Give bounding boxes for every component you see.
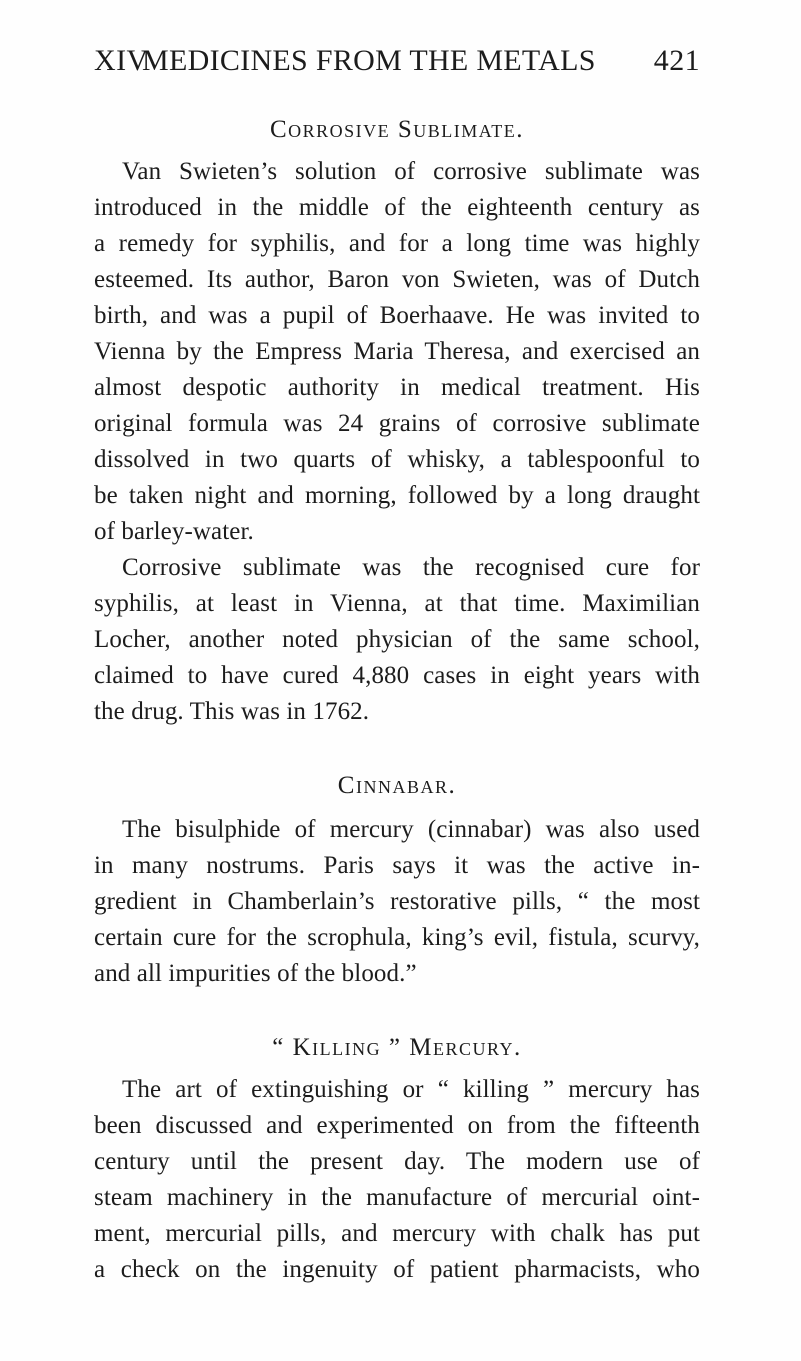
text-line: original formula was 24 grains of corrosive sublimate [94, 410, 700, 437]
text-line: Locher, another noted physician of the same school, [94, 626, 700, 653]
text-line: century until the present day. The modern use of [94, 1148, 700, 1175]
running-head [94, 44, 700, 92]
text-line: a check on the ingenuity of patient pharmacists, who [94, 1256, 700, 1283]
running-title: MEDICINES FROM THE METALS [142, 44, 596, 77]
section-heading-cinnabar: Cinnabar. [337, 772, 457, 799]
text-line: in many nostrums. Paris says it was the active in- [94, 852, 700, 879]
text-line: The art of extinguishing or “ killing ” mercury has [122, 1076, 700, 1103]
text-line: of barley-water. [94, 518, 254, 545]
chapter-number: XIV [94, 44, 149, 77]
text-line: introduced in the middle of the eighteenth century as [94, 194, 700, 221]
text-line: dissolved in two quarts of whisky, a tablespoonful to [94, 446, 700, 473]
text-line: Vienna by the Empress Maria Theresa, and exercised an [94, 338, 700, 365]
text-line: Corrosive sublimate was the recognised cure for [122, 554, 700, 581]
text-line: ment, mercurial pills, and mercury with chalk has put [94, 1220, 700, 1247]
text-line: claimed to have cured 4,880 cases in eight years with [94, 662, 700, 689]
text-line: syphilis, at least in Vienna, at that time. Maximilian [94, 590, 700, 617]
text-line: been discussed and experimented on from the fifteenth [94, 1112, 700, 1139]
text-line: esteemed. Its author, Baron von Swieten, was of Dutch [94, 266, 700, 293]
text-line: and all impurities of the blood.” [94, 960, 417, 987]
section-heading-corrosive-sublimate: Corrosive Sublimate. [269, 116, 525, 143]
text-line: almost despotic authority in medical treatment. His [94, 374, 700, 401]
text-line: be taken night and morning, followed by a long draught [94, 482, 700, 509]
text-line: The bisulphide of mercury (cinnabar) was also used [122, 816, 700, 843]
text-line: Van Swieten’s solution of corrosive sublimate was [122, 158, 700, 185]
page-number: 421 [653, 44, 700, 77]
text-line: birth, and was a pupil of Boerhaave. He was invited to [94, 302, 700, 329]
text-line: a remedy for syphilis, and for a long time was highly [94, 230, 700, 257]
section-heading-killing-mercury: “ Killing ” Mercury. [272, 1034, 522, 1061]
text-line: certain cure for the scrophula, king’s evil, fistula, scurvy, [94, 924, 700, 951]
text-line: the drug. This was in 1762. [94, 698, 370, 725]
text-line: steam machinery in the manufacture of mercurial oint- [94, 1184, 700, 1211]
text-line: gredient in Chamberlain’s restorative pills, “ the most [94, 888, 700, 915]
